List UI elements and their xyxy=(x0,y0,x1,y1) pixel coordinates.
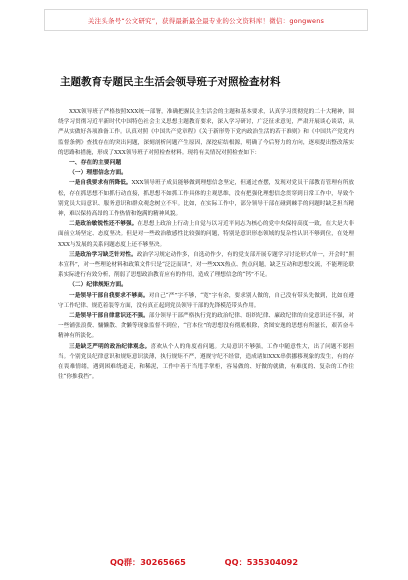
subsection-heading-discipline: （二）纪律规矩方面。 xyxy=(69,282,127,289)
paragraph-5 xyxy=(58,311,354,342)
section-heading-problems: 一、存在的主要问题 xyxy=(69,160,122,167)
paragraph-4-body: 对自己“严”字不够，“宽”字有余，要求别人做的，自己没有带头先做到，比如在遵守工作纪律、规范着装等方面，没有真正起到党员领导干部的先锋模范带头作用。 xyxy=(58,292,354,309)
top-banner xyxy=(44,9,368,31)
paragraph-3 xyxy=(58,250,354,281)
paragraph-6-body: 喜欢从个人的角度看问题。大局意识不够强，工作中随意性大，出了问题不愿担当。个别党员纪律意识和规矩意识淡薄，执行规矩不严，遵规守纪不经常，造成诸如XXX串供挪移现象的发生，有的存在畏难情绪，遇到困难绕道走，和稀泥，工作中善于当甩手掌柜，容易做的、好做的就做，有难度的、复杂的工作往往“你推我挡”。 xyxy=(58,343,354,381)
paragraph-2-body: 在思想上政治上行动上自觉与以习近平同志为核心的党中央保持高度一致，在大是大非面前立场坚定、态度坚决。但是对一些政治敏感性比较强的问题，特别是意识形态领域的复杂性认识不够到位，在处理XXX与发展的关系问题态度上还不够坚决。 xyxy=(58,221,354,248)
paragraph-5-body: 部分领导干部严格执行党的政治纪律、组织纪律、廉政纪律的自觉意识还不强，对一些铺张浪费、慵懒散、贪懒等现象监督不到位，“官本位”的思想没有彻底根除，贪图安逸的思想有所滋长，艰苦奋斗精神有所淡化。 xyxy=(58,313,354,340)
paragraph-3-lead: 三是政治学习缺乏针对性。 xyxy=(69,251,137,258)
document-page xyxy=(58,74,354,382)
document-title: 主题教育专题民主生活会领导班子对照检查材料 xyxy=(60,76,281,88)
footer-qq: QQ：535304092 xyxy=(224,557,299,567)
footer-qq-group: QQ群：30265665 xyxy=(109,557,186,567)
paragraph-1 xyxy=(58,178,354,219)
paragraph-2-lead: 二是政治敏锐性还不够强。 xyxy=(69,221,138,228)
subsection-heading-ideals: （一）理想信念方面。 xyxy=(69,170,127,177)
paragraph-4-lead: 一是领导干部自我要求不够高。 xyxy=(69,292,149,299)
paragraph-3-body: 政治学习规定动作多，自选动作少，有的党支部开展专题学习讨论形式单一，开会时“照本宣科”，对一些理论材料和政策文件只是“泛泛而读”，对一些XXX热点、焦点问题，缺乏互动和思想交流，不能理论联系实际进行有效分析，削弱了思想政治教育应有的作用，造成了理想信念的“钙”不足。 xyxy=(58,251,354,279)
paragraph-2 xyxy=(58,219,354,250)
paragraph-1-body: XXX领导班子成员能够做到理想信念坚定，但通过查摆，发现对党员干部教育管理有所放松，存在抓思想不如抓行动直接，抓思想不如抓工作具体的主观思维，没有把强化理想信念贯穿到日常工作中，导致个别党员大局意识、服务意识和群众观念树立不牢。比如，在实际工作中，部分领导干部在碰到棘手的问题时缺乏担当精神，难以保持高昂的工作热情和饱满的精神风貌。 xyxy=(58,180,354,218)
footer-contact xyxy=(0,557,408,568)
paragraph-5-lead: 二是领导干部自律意识还不强。 xyxy=(69,313,149,320)
paragraph-6 xyxy=(58,342,354,383)
paragraph-1-lead: 一是自我要求有所降低。 xyxy=(69,180,132,187)
paragraph-6-lead: 三是缺乏严明的政治纪律观念。 xyxy=(69,343,151,350)
banner-text: 关注头条号“公文研究”，获得最新最全最专业的公文资料库！微信：gongwens xyxy=(87,16,325,25)
intro-paragraph: XXX领导班子严格按照XXX统一部署，准确把握民主生活会的主题和基本要求，认真学习贯彻党的二十大精神，围绕学习贯彻习近平新时代中国特色社会主义思想主题教育要求，深入学习研讨，广泛征求意见，严肃开展谈心谈话，从严从实做好各项准备工作。认真对照《中国共产党章程》《关于新形势下党内政治生活的若干准则》和《中国共产党党内监督条例》查找存在的突出问题，深刻剖析问题产生原因，深挖症结根源，明确了今后努力的方向，逐项提出整改落实的思路和措施，形成了XXX领导班子对照检查材料。现将有关情况对照检查如下： xyxy=(58,109,354,156)
paragraph-4 xyxy=(58,291,354,311)
